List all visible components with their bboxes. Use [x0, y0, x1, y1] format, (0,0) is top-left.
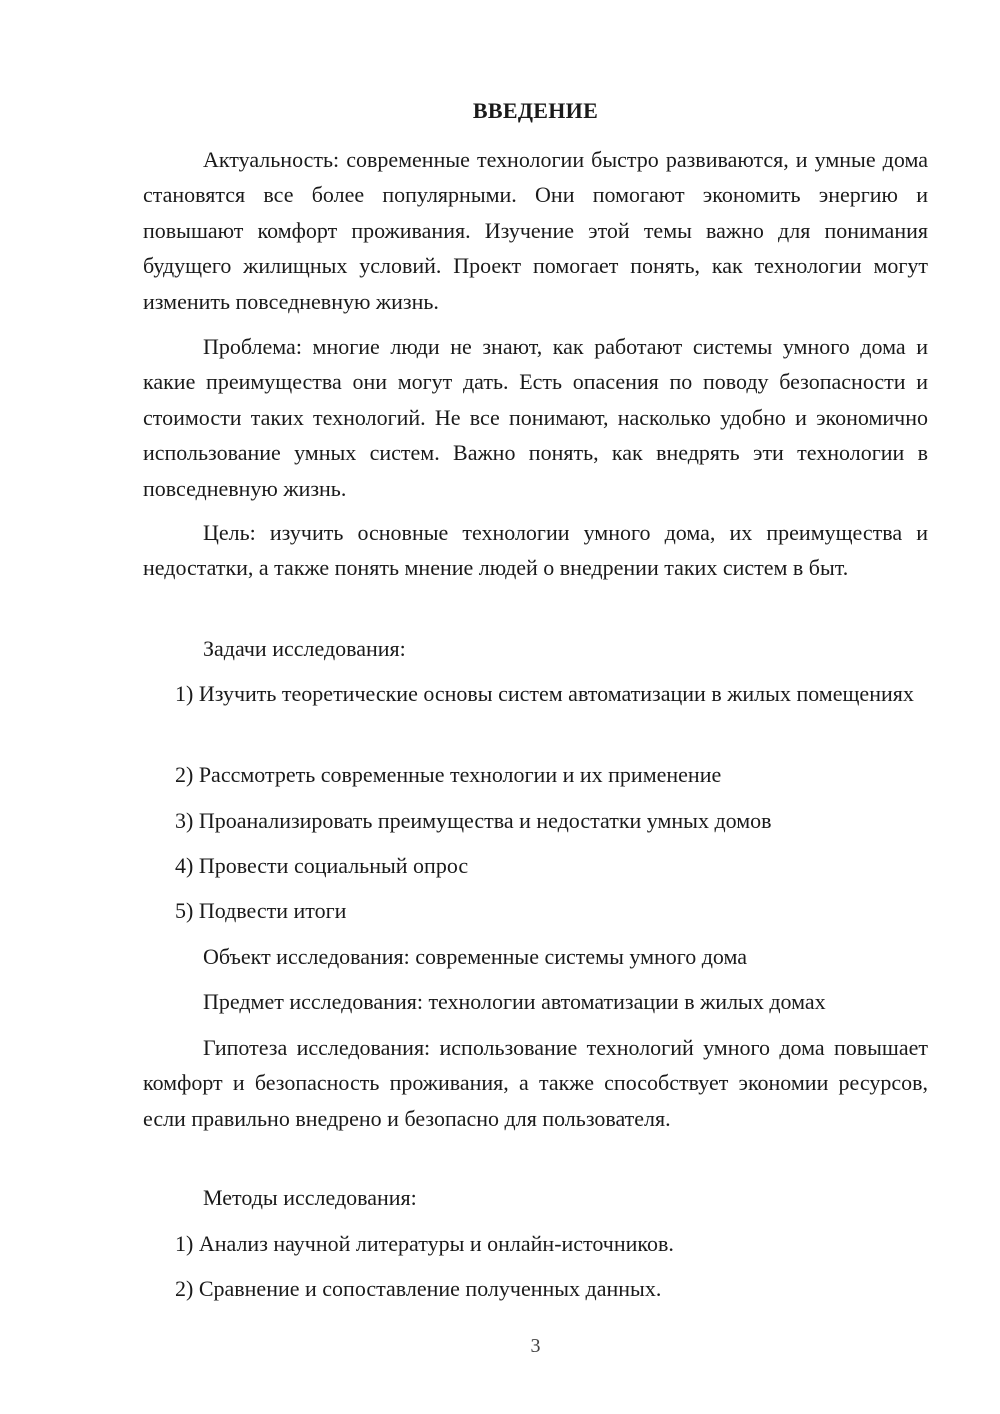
methods-heading: Методы исследования: — [203, 1185, 417, 1210]
object-paragraph: Объект исследования: современные системы умного дома — [203, 944, 748, 969]
hypothesis-paragraph: Гипотеза исследования: использование технологий умного дома повышает комфорт и безопасность проживания, а также способствует экономии ресурсов, если правильно внедрено и безопасно для пользователя. — [143, 1035, 928, 1131]
goal-paragraph: Цель: изучить основные технологии умного дома, их преимущества и недостатки, а также понять мнение людей о внедрении таких систем в быт. — [143, 520, 928, 581]
task-item-4: 4) Провести социальный опрос — [175, 853, 469, 878]
relevance-paragraph: Актуальность: современные технологии быстро развиваются, и умные дома становятся все более популярными. Они помогают экономить энергию и повышают комфорт проживания. Изучение этой темы важно для понимания будущего жилищных условий. Проект помогает понять, как технологии могут изменить повседневную жизнь. — [143, 147, 928, 314]
method-item-2: 2) Сравнение и сопоставление полученных данных. — [175, 1276, 662, 1301]
tasks-heading: Задачи исследования: — [203, 636, 406, 661]
task-item-1: 1) Изучить теоретические основы систем автоматизации в жилых помещениях — [175, 681, 914, 706]
document-page — [143, 0, 928, 1414]
task-item-3: 3) Проанализировать преимущества и недостатки умных домов — [175, 808, 772, 833]
problem-paragraph: Проблема: многие люди не знают, как работают системы умного дома и какие преимущества они могут дать. Есть опасения по поводу безопасности и стоимости таких технологий. Не все понимают, насколько удобно и экономично использование умных систем. Важно понять, как внедрять эти технологии в повседневную жизнь. — [143, 334, 928, 501]
task-item-2: 2) Рассмотреть современные технологии и их применение — [175, 762, 722, 787]
page-number: 3 — [530, 1335, 541, 1357]
method-item-1: 1) Анализ научной литературы и онлайн-источников. — [175, 1231, 674, 1256]
page-title: ВВЕДЕНИЕ — [472, 98, 599, 123]
task-item-5: 5) Подвести итоги — [175, 898, 347, 923]
subject-paragraph: Предмет исследования: технологии автоматизации в жилых домах — [203, 989, 826, 1014]
